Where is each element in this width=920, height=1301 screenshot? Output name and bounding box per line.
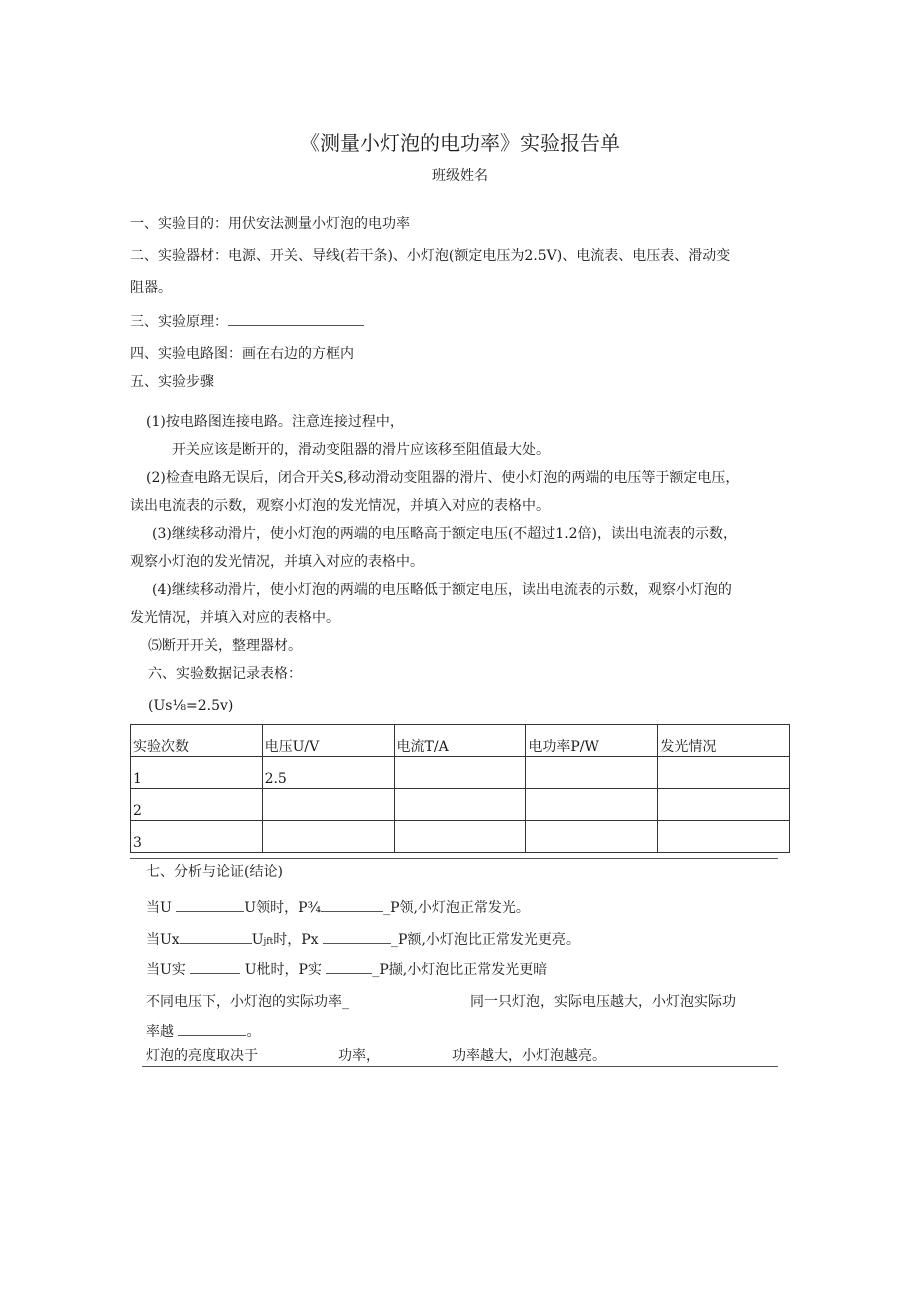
table-cell[interactable] [526,789,658,821]
text: _P撷,小灯泡比正常发光更暗 [372,962,548,978]
blank-field[interactable] [190,973,240,974]
equipment-text-1: 二、实验器材：电源、开关、导线(若干条)、小灯泡(额定电压为2.5V)、电流表、电压表、滑动变 [130,248,731,264]
table-cell[interactable] [526,757,658,789]
header-cell: 电流T/A [394,725,526,757]
table-row [131,757,790,789]
table-cell[interactable] [394,789,526,821]
text: 当U实 [146,962,186,978]
principle-line [130,312,364,332]
text: 。 [246,1024,261,1040]
table-cell[interactable] [658,789,790,821]
divider-bottom [142,1066,778,1067]
text: U [251,932,264,948]
header-cell: 发光情况 [658,725,790,757]
principle-label: 三、实验原理： [130,314,228,330]
conclusion-line-4a: 不同电压下，小灯泡的实际功率_ [146,994,349,1010]
step-5: ⑸断开开关，整理器材。 [148,638,302,654]
table-row [131,789,790,821]
table-heading: 六、实验数据记录表格： [148,666,302,682]
text: 当Ux [146,932,180,948]
conclusion-line-6c: 功率越大，小灯泡越亮。 [452,1048,606,1064]
rated-voltage-note: (Us⅛=2.5v) [148,698,234,714]
text: 当U [146,900,172,916]
conclusion-heading: 七、分析与论证(结论) [146,864,283,880]
table-cell[interactable] [394,757,526,789]
conclusion-line-6a: 灯泡的亮度取决于 [146,1048,258,1064]
circuit-text: 四、实验电路图：画在右边的方框内 [130,346,354,362]
table-cell[interactable] [262,789,394,821]
conclusion-line-1 [146,898,530,918]
conclusion-line-6b: 功率， [338,1048,380,1064]
text: 率越 [146,1024,174,1040]
header-cell: 电功率P/W [526,725,658,757]
table-cell[interactable]: 2.5 [262,757,394,789]
blank-field[interactable] [323,943,391,944]
equipment-text-2: 阻器。 [130,280,172,296]
table-cell: 2 [131,789,263,821]
class-name-line: 班级姓名 [432,168,488,184]
step-4-line-2: 发光情况，并填入对应的表格中。 [130,610,340,626]
table-cell[interactable] [394,821,526,853]
conclusion-line-3 [146,960,547,980]
step-1-line-1: (1)按电路图连接电路。注意连接过程中， [146,414,404,430]
text: _P领,小灯泡正常发光。 [383,900,530,916]
text: U领时，P¾ [244,900,322,916]
table-cell: 1 [131,757,263,789]
text: U枇时，P实 [244,962,322,978]
table-header-row [131,725,790,757]
text: _P额,小灯泡比正常发光更亮。 [391,932,580,948]
blank-field[interactable] [321,911,383,912]
page-title: 《测量小灯泡的电功率》实验报告单 [300,131,620,155]
text: 时，Px [273,932,319,948]
header-cell: 电压U/V [262,725,394,757]
step-2-line-1: (2)检查电路无误后，闭合开关S,移动滑动变阻器的滑片、使小灯泡的两端的电压等于额定电压， [146,470,740,486]
blank-field[interactable] [326,973,372,974]
blank-field[interactable] [180,943,252,944]
step-4-line-1: (4)继续移动滑片，使小灯泡的两端的电压略低于额定电压，读出电流表的示数，观察小灯泡的 [152,582,732,598]
table-row [131,821,790,853]
divider-top [130,858,778,859]
conclusion-line-4b: 同一只灯泡，实际电压越大，小灯泡实际功 [470,994,736,1010]
step-2-line-2: 读出电流表的示数，观察小灯泡的发光情况，并填入对应的表格中。 [130,498,550,514]
data-table [130,724,790,853]
principle-blank[interactable] [228,325,364,326]
table-cell: 3 [131,821,263,853]
table-cell[interactable] [526,821,658,853]
purpose-text: 一、实验目的：用伏安法测量小灯泡的电功率 [130,216,410,232]
table-cell[interactable] [658,821,790,853]
conclusion-line-2 [146,930,580,952]
table-cell[interactable] [262,821,394,853]
subscript: jft [263,937,274,947]
step-1-line-2: 开关应该是断开的，滑动变阻器的滑片应该移至阻值最大处。 [172,442,550,458]
conclusion-line-5 [146,1022,260,1042]
step-3-line-1: (3)继续移动滑片，使小灯泡的两端的电压略高于额定电压(不超过1.2倍)，读出电流表的示数， [152,526,738,542]
blank-field[interactable] [176,911,244,912]
steps-heading: 五、实验步骤 [130,374,214,390]
header-cell: 实验次数 [131,725,263,757]
table-cell[interactable] [658,757,790,789]
step-3-line-2: 观察小灯泡的发光情况，并填入对应的表格中。 [130,554,424,570]
blank-field[interactable] [178,1035,246,1036]
